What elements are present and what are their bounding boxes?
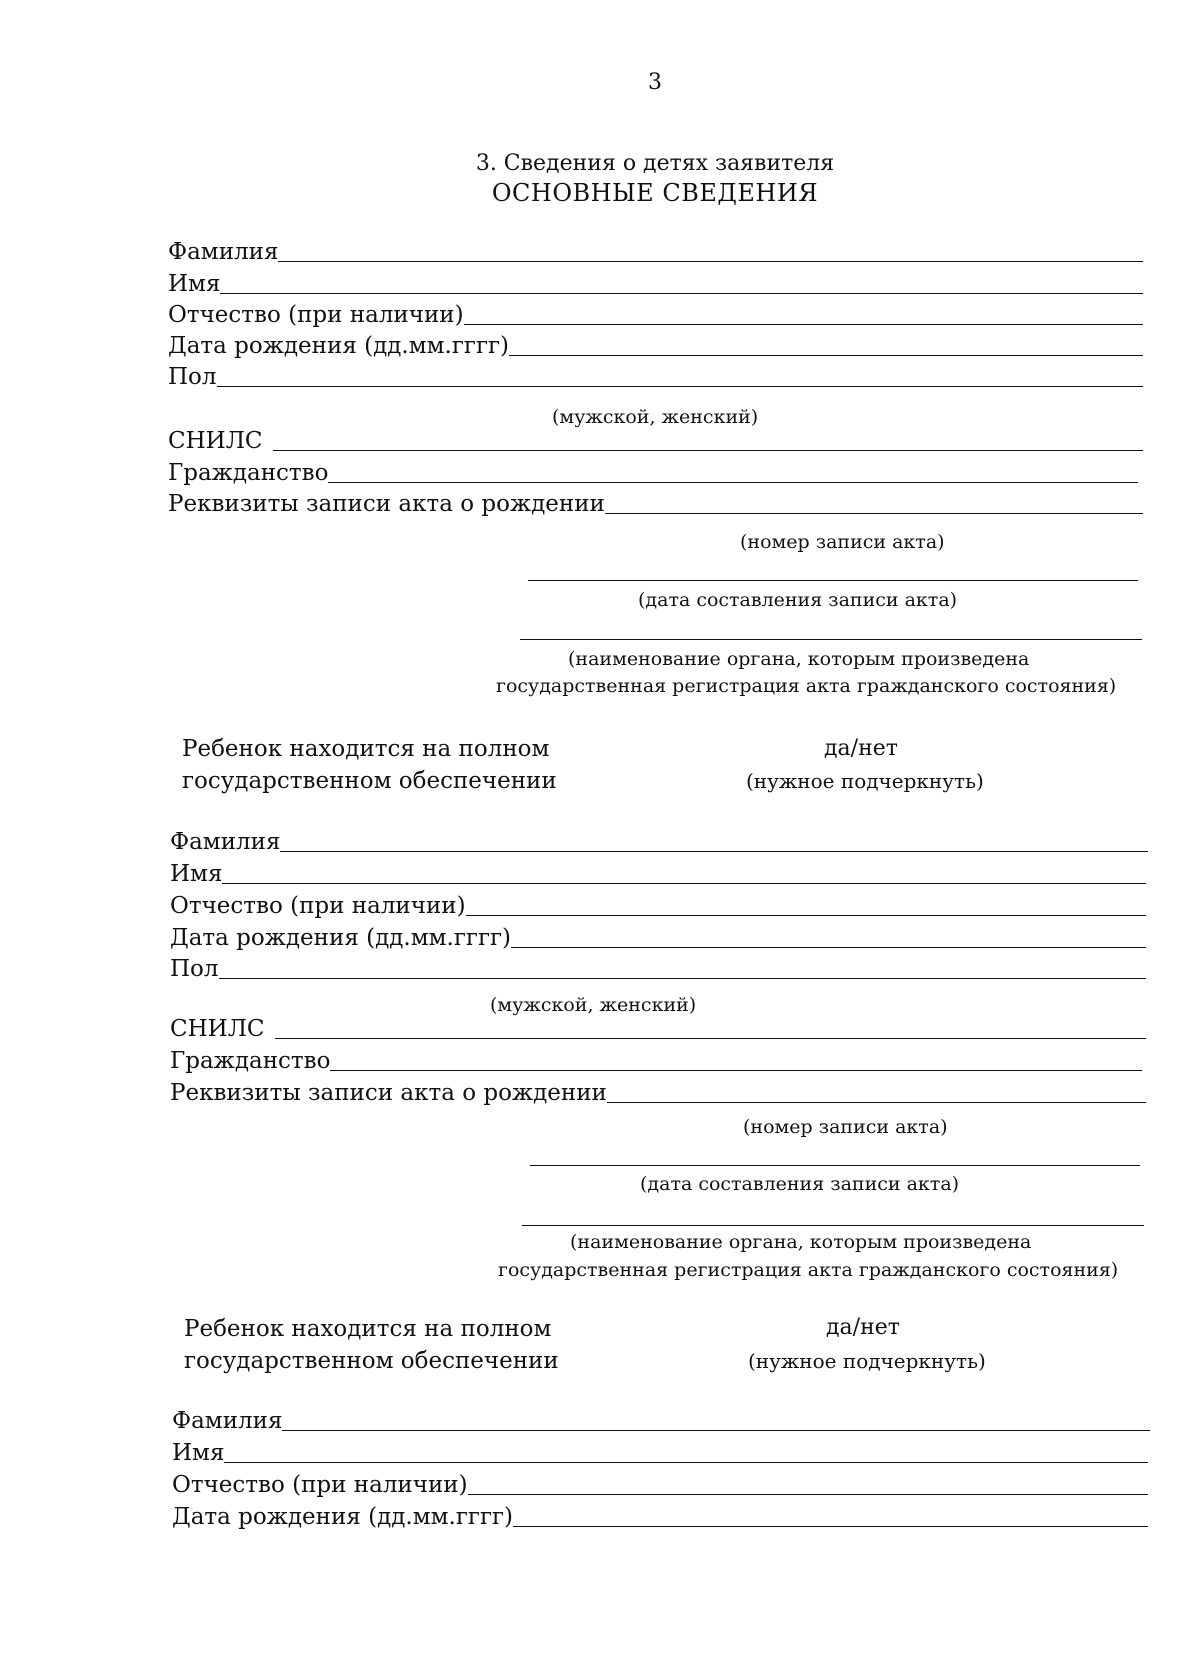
child-2-snils-field[interactable]	[170, 1013, 1146, 1043]
sex-label: Пол	[170, 956, 219, 982]
snils-input-line[interactable]	[275, 1016, 1146, 1039]
birth-record-input-line[interactable]	[607, 1080, 1146, 1103]
child-3-name-field[interactable]	[172, 1437, 1148, 1467]
record-date-input-line[interactable]	[530, 1165, 1140, 1166]
birthdate-label: Дата рождения (дд.мм.гггг)	[170, 925, 512, 951]
birthdate-label: Дата рождения (дд.мм.гггг)	[172, 1504, 514, 1530]
birth-record-label: Реквизиты записи акта о рождении	[168, 491, 605, 517]
citizenship-input-line[interactable]	[328, 460, 1138, 483]
section-title: 3. Сведения о детях заявителя	[475, 151, 835, 176]
name-label: Имя	[172, 1440, 225, 1466]
state-support-line-2: государственном обеспечении	[182, 768, 557, 794]
yes-no-choice[interactable]: да/нет	[826, 1315, 900, 1340]
sex-hint: (мужской, женский)	[552, 406, 759, 428]
authority-hint-line-1: (наименование органа, которым произведена	[570, 1231, 1032, 1253]
surname-input-line[interactable]	[278, 239, 1143, 262]
sex-input-line[interactable]	[219, 956, 1146, 979]
child-3-surname-field[interactable]	[172, 1405, 1150, 1435]
birth-record-label: Реквизиты записи акта о рождении	[170, 1080, 607, 1106]
patronymic-label: Отчество (при наличии)	[168, 302, 464, 328]
birthdate-input-line[interactable]	[509, 333, 1143, 356]
birthdate-label: Дата рождения (дд.мм.гггг)	[168, 333, 510, 359]
patronymic-input-line[interactable]	[468, 1472, 1148, 1495]
snils-label: СНИЛС	[168, 428, 263, 454]
state-support-line-1: Ребенок находится на полном	[184, 1316, 552, 1342]
child-1-snils-field[interactable]	[168, 425, 1143, 455]
name-label: Имя	[170, 861, 223, 887]
authority-hint-line-2: государственная регистрация акта гражданского состояния)	[496, 675, 1117, 697]
surname-label: Фамилия	[172, 1408, 283, 1434]
authority-hint-line-1: (наименование органа, которым произведена	[568, 648, 1030, 670]
state-support-line-1: Ребенок находится на полном	[182, 736, 550, 762]
child-3-birthdate-field[interactable]	[172, 1501, 1148, 1531]
record-date-input-line[interactable]	[528, 580, 1138, 581]
snils-input-line[interactable]	[273, 428, 1143, 451]
child-2-name-field[interactable]	[170, 858, 1146, 888]
child-1-surname-field[interactable]	[168, 236, 1143, 266]
child-1-patronymic-field[interactable]	[168, 299, 1143, 329]
child-1-birthdate-field[interactable]	[168, 330, 1143, 360]
name-label: Имя	[168, 271, 221, 297]
birth-record-input-line[interactable]	[605, 491, 1143, 514]
underline-hint: (нужное подчеркнуть)	[746, 769, 984, 793]
birthdate-input-line[interactable]	[513, 1504, 1148, 1527]
sex-hint: (мужской, женский)	[490, 994, 697, 1016]
authority-hint-line-2: государственная регистрация акта гражданского состояния)	[498, 1259, 1119, 1281]
name-input-line[interactable]	[222, 861, 1146, 884]
child-2-sex-field[interactable]	[170, 953, 1146, 983]
surname-label: Фамилия	[168, 239, 279, 265]
record-date-hint: (дата составления записи акта)	[640, 1173, 960, 1195]
child-3-patronymic-field[interactable]	[172, 1469, 1148, 1499]
record-number-hint: (номер записи акта)	[743, 1116, 948, 1138]
child-2-surname-field[interactable]	[170, 826, 1148, 856]
yes-no-choice[interactable]: да/нет	[824, 736, 898, 761]
patronymic-label: Отчество (при наличии)	[170, 893, 466, 919]
child-1-birth-record-field[interactable]	[168, 488, 1143, 518]
child-1-name-field[interactable]	[168, 268, 1143, 298]
name-input-line[interactable]	[224, 1440, 1148, 1463]
surname-input-line[interactable]	[282, 1408, 1150, 1431]
page-number: 3	[648, 70, 662, 95]
patronymic-label: Отчество (при наличии)	[172, 1472, 468, 1498]
birthdate-input-line[interactable]	[511, 925, 1146, 948]
child-2-patronymic-field[interactable]	[170, 890, 1146, 920]
surname-label: Фамилия	[170, 829, 281, 855]
record-date-hint: (дата составления записи акта)	[638, 589, 958, 611]
child-1-citizenship-field[interactable]	[168, 457, 1138, 487]
patronymic-input-line[interactable]	[464, 302, 1143, 325]
underline-hint: (нужное подчеркнуть)	[748, 1349, 986, 1373]
authority-input-line[interactable]	[522, 1225, 1144, 1226]
name-input-line[interactable]	[220, 271, 1143, 294]
child-2-birth-record-field[interactable]	[170, 1077, 1146, 1107]
patronymic-input-line[interactable]	[466, 893, 1146, 916]
sex-input-line[interactable]	[217, 364, 1143, 387]
citizenship-label: Гражданство	[168, 460, 329, 486]
section-subtitle: ОСНОВНЫЕ СВЕДЕНИЯ	[491, 179, 819, 207]
record-number-hint: (номер записи акта)	[740, 531, 945, 553]
child-2-citizenship-field[interactable]	[170, 1045, 1142, 1075]
citizenship-input-line[interactable]	[330, 1048, 1142, 1071]
surname-input-line[interactable]	[280, 829, 1148, 852]
citizenship-label: Гражданство	[170, 1048, 331, 1074]
child-2-birthdate-field[interactable]	[170, 922, 1146, 952]
snils-label: СНИЛС	[170, 1016, 265, 1042]
authority-input-line[interactable]	[520, 639, 1142, 640]
child-1-sex-field[interactable]	[168, 361, 1143, 391]
state-support-line-2: государственном обеспечении	[184, 1348, 559, 1374]
sex-label: Пол	[168, 364, 217, 390]
